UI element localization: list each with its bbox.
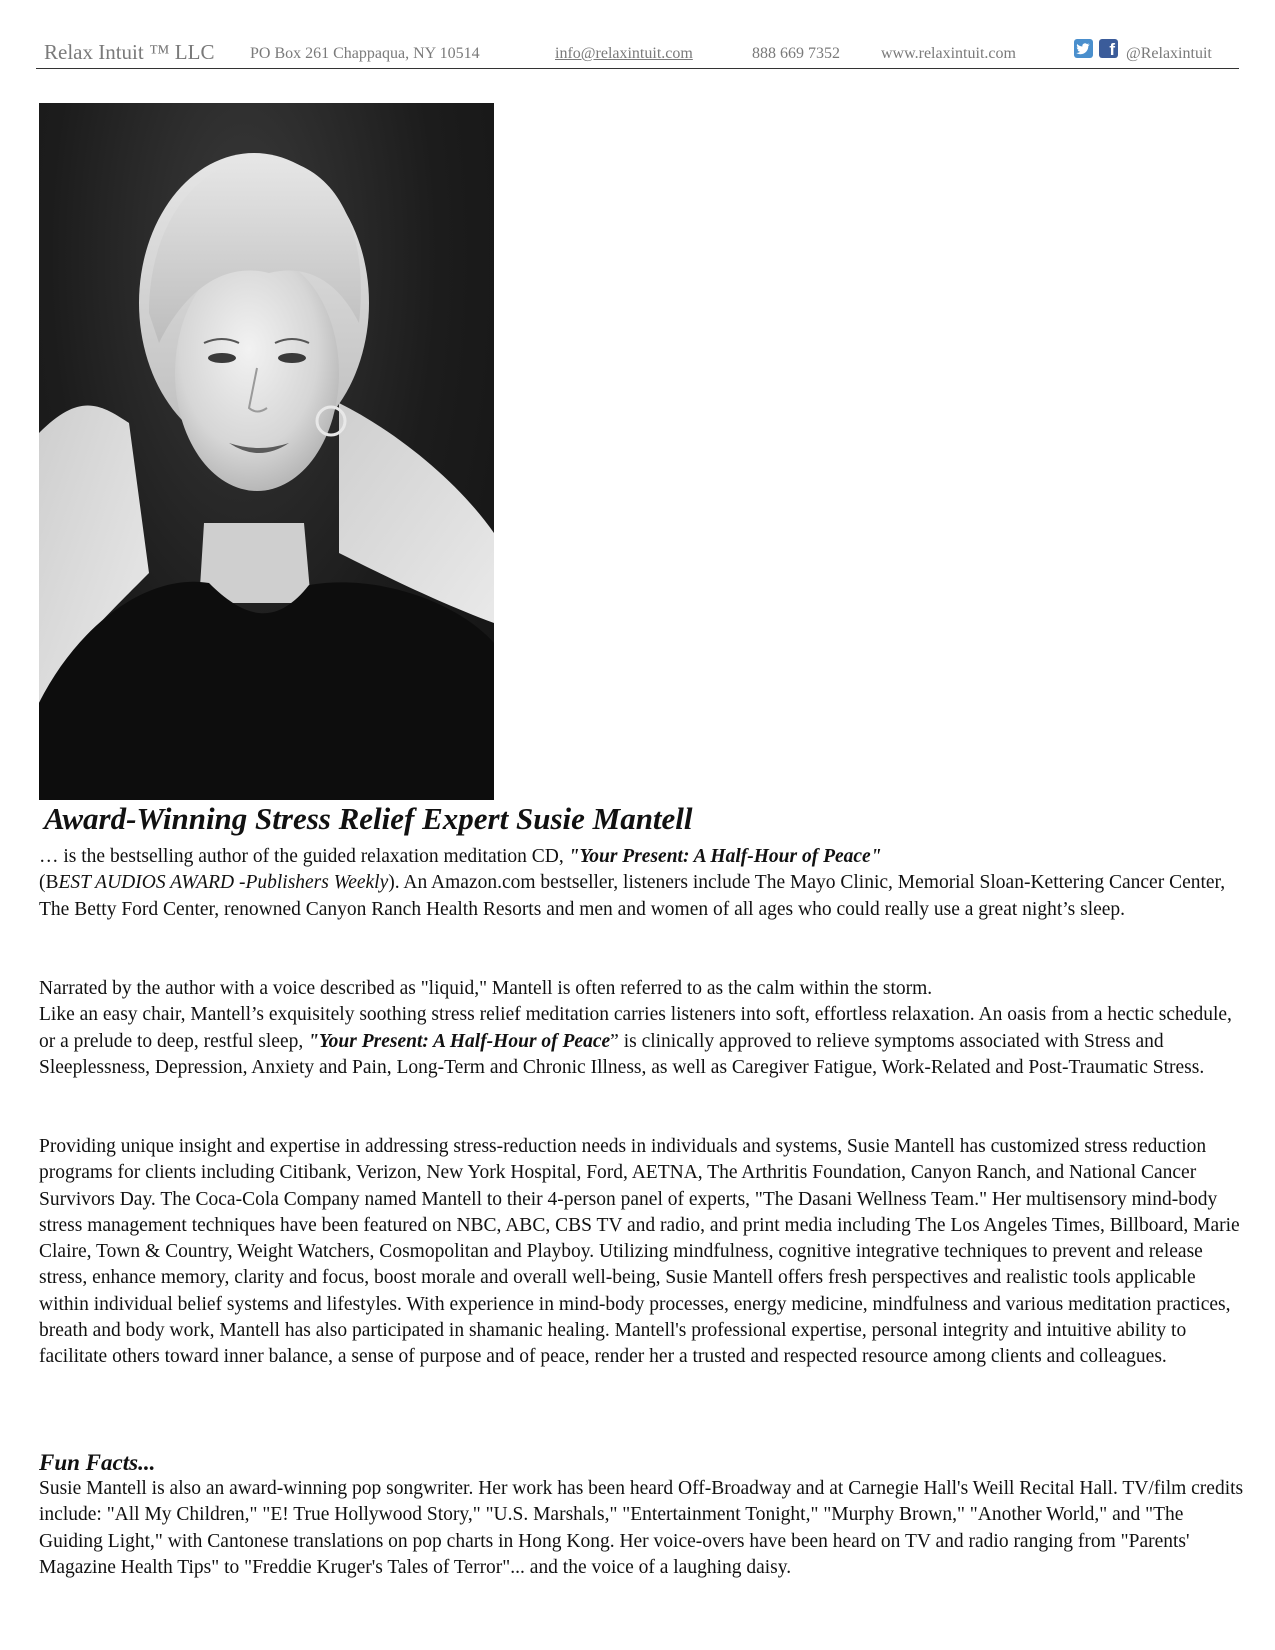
close-quote: ” — [610, 1030, 619, 1052]
page-title: Award-Winning Stress Relief Expert Susie Mantell — [44, 801, 693, 836]
bio-paragraph-3 — [39, 1134, 1249, 1371]
para2-rest: is clinically approved to relieve symptoms associated with Stress and Sleeplessness, Depression, Anxiety and Pain, Long-Term and Chronic Illness, as well as Caregiver Fatigue, Work-Related and Post-Traumatic Stress. — [39, 1030, 1205, 1078]
website-link[interactable]: www.relaxintuit.com — [881, 45, 1016, 62]
fun-facts-heading: Fun Facts... — [39, 1450, 156, 1475]
award-name: EST AUDIOS AWARD -Publishers Weekly — [58, 872, 389, 894]
fun-facts-paragraph — [39, 1476, 1249, 1581]
letterhead — [36, 38, 1239, 69]
para1-rest: ). An Amazon.com bestseller, listeners include The Mayo Clinic, Memorial Sloan-Kettering Cancer Center, The Betty Ford Center, renowned Canyon Ranch Health Resorts and men and women of all ages who could really use a great night’s sleep. — [39, 872, 1226, 920]
mailing-address: PO Box 261 Chappaqua, NY 10514 — [250, 45, 480, 62]
bio-paragraph-2 — [39, 976, 1249, 1081]
author-portrait-photo — [39, 103, 494, 800]
intro-text: … is the bestselling author of the guided relaxation meditation CD, — [39, 846, 569, 867]
para2-lead: Like an easy chair, Mantell’s exquisitely soothing stress relief meditation carries listeners into soft, effortless relaxation. An oasis from a hectic schedule, or a prelude to deep, restful sleep, — [39, 1004, 1232, 1052]
bio-paragraph-1 — [39, 844, 1249, 923]
cd-title: "Your Present: A Half-Hour of Peace" — [568, 846, 882, 867]
company-name: Relax Intuit ™ LLC — [44, 40, 215, 64]
para3-text: Providing unique insight and expertise in addressing stress-reduction needs in individuals and systems, Susie Mantell has customized stress reduction programs for clients including Citibank, Verizon, New York Hospital, Ford, AETNA, The Arthritis Foundation, Canyon Ranch, and National Cancer Survivors Day. The Coca-Cola Company named Mantell to their 4-person panel of experts, "The Dasani Wellness Team." Her multisensory mind-body stress management techniques have been featured on NBC, ABC, CBS TV and radio, and print media including The Los Angeles Times, Billboard, Marie Claire, Town & Country, Weight Watchers, Cosmopolitan and Playboy. Utilizing mindfulness, cognitive integrative techniques to prevent and release stress, enhance memory, clarity and focus, boost morale and overall well-being, Susie Mantell offers fresh perspectives and realistic tools applicable within individual belief systems and lifestyles. With experience in mind-body processes, energy medicine, mindfulness and various meditation practices, breath and body work, Mantell has also participated in shamanic healing. Mantell's professional expertise, personal integrity and intuitive ability to facilitate others toward inner balance, a sense of purpose and of peace, render her a trusted and respected resource among clients and colleagues. — [39, 1136, 1240, 1368]
fun-facts-text: Susie Mantell is also an award-winning pop songwriter. Her work has been heard Off-Broadway and at Carnegie Hall's Weill Recital Hall. TV/film credits include: "All My Children," "E! True Hollywood Story," "U.S. Marshals," "Entertainment Tonight," "Murphy Brown," "Another World," and "The Guiding Light," with Cantonese translations on pop charts in Hong Kong. Her voice-overs have been heard on TV and radio ranging from "Parents' Magazine Health Tips" to "Freddie Kruger's Tales of Terror"... and the voice of a laughing daisy. — [39, 1478, 1244, 1578]
award-open: (B — [39, 872, 59, 894]
twitter-icon[interactable] — [1074, 39, 1093, 58]
para2-line1: Narrated by the author with a voice described as "liquid," Mantell is often referred to as the calm within the storm. — [39, 978, 933, 999]
email-link[interactable]: info@relaxintuit.com — [555, 45, 693, 62]
cd-title: "Your Present: A Half-Hour of Peace — [308, 1030, 611, 1052]
phone-number: 888 669 7352 — [752, 45, 840, 62]
social-handle[interactable]: @Relaxintuit — [1126, 45, 1212, 62]
facebook-icon[interactable]: f — [1099, 39, 1118, 58]
